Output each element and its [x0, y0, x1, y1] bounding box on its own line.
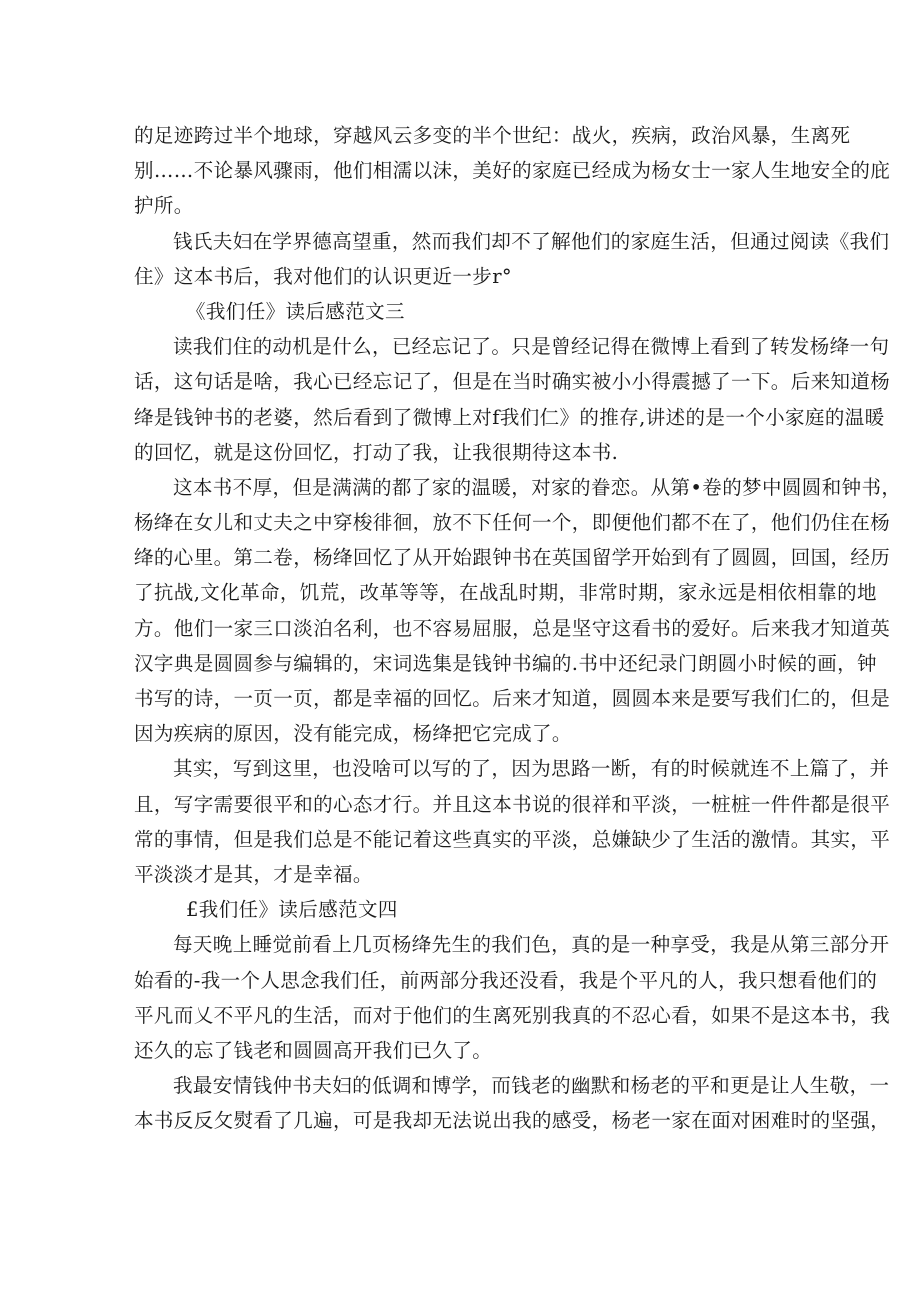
text-line: 其实，写到这里，也没啥可以写的了，因为思路一断，有的时候就连不上篇了，并 — [173, 757, 890, 781]
text-line: 读我们住的动机是什么，已经忘记了。只是曾经记得在微博上看到了转发杨绛一句 — [173, 335, 890, 359]
text-line: 的足迹跨过半个地球，穿越风云多变的半个世纪：战火，疾病，政治风暴，生离死 — [134, 124, 851, 147]
text-line: 每天晚上睡觉前看上几页杨绛先生的我们色，真的是一种享受，我是从第三部分开 — [173, 933, 890, 957]
text-line: 话，这句话是啥，我心已经忘记了，但是在当时确实被小小得震撼了一下。后来知道杨 — [134, 370, 891, 394]
text-line: 别……不论暴风骤雨，他们相濡以沫，美好的家庭已经成为杨女士一家人生地安全的庇 — [134, 159, 891, 183]
section-heading: 《我们任》读后感范文三 — [186, 299, 405, 323]
text-line: 护所。 — [134, 194, 194, 218]
text-line: 住》这本书后，我对他们的认识更近一步r° — [134, 264, 513, 288]
text-line: 钱氏夫妇在学界德高望重，然而我们却不了解他们的家庭生活，但通过阅读《我们 — [173, 229, 890, 253]
text-line: 方。他们一家三口淡泊名利，也不容易屈服，总是坚守这看书的爱好。后来我才知道英 — [134, 616, 891, 640]
text-line: 杨绛在女儿和丈夫之中穿梭徘徊，放不下任何一个，即便他们都不在了，他们仍住在杨 — [134, 511, 891, 535]
text-line: 了抗战,文化革命，饥荒，改革等等，在战乱时期，非常时期，家永远是相依相靠的地 — [134, 581, 877, 605]
text-line: 本书反反攵熨看了几遍，可是我却无法说出我的感受，杨老一家在面对困难时的坚强， — [134, 1109, 891, 1133]
text-line: 汉字典是圆圆参与编辑的，宋词选集是钱钟书编的.书中还纪录门朗圆小时候的画，钟 — [134, 651, 877, 675]
section-heading: £我们任》读后感范文四 — [186, 898, 398, 922]
text-line: 绛是钱钟书的老婆，然后看到了微博上对f我们仁》的推存,讲述的是一个小家庭的温暖 — [134, 405, 885, 429]
document-body — [134, 118, 902, 1138]
text-line: 平淡淡才是其，才是幸福。 — [134, 862, 373, 886]
text-line: 这本书不厚，但是满满的都了家的温暖，对家的眷恋。从第•卷的梦中圆圆和钟书， — [173, 475, 902, 499]
text-line: 的回忆，就是这份回忆，打动了我，让我很期待这本书. — [134, 440, 619, 464]
text-line: 我最安情钱仲书夫妇的低调和博学，而钱老的幽默和杨老的平和更是让人生敬，一 — [173, 1074, 890, 1098]
text-line: 且，写字需要很平和的心态才行。并且这本书说的很祥和平淡，一桩桩一件件都是很平 — [134, 792, 891, 816]
text-line: 还久的忘了钱老和圆圆高开我们已久了。 — [134, 1038, 493, 1062]
text-line: 因为疾病的原因，没有能完成，杨绛把它完成了。 — [134, 722, 572, 746]
text-line: 书写的诗，一页一页，都是幸福的回忆。后来才知道，圆圆本来是要写我们仁的，但是 — [134, 687, 891, 710]
text-line: 常的事情，但是我们总是不能记着这些真实的平淡，总嫌缺少了生活的激情。其实，平 — [134, 827, 891, 851]
text-line: 绛的心里。第二卷，杨绛回忆了从开始跟钟书在英国留学开始到有了圆圆，回国，经历 — [134, 546, 891, 570]
text-line: 始看的-我一个人思念我们任，前两部分我还没看，我是个平凡的人，我只想看他们的 — [134, 968, 878, 992]
text-line: 平凡而乂不平凡的生活，而对于他们的生离死别我真的不忍心看，如果不是这本书，我 — [134, 1003, 891, 1027]
